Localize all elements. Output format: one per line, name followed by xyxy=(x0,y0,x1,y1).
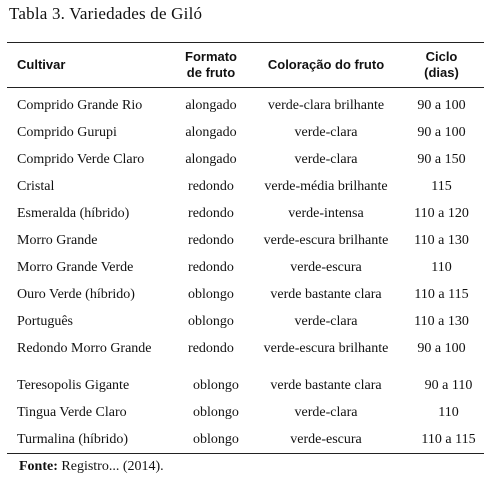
cell-ciclo: 90 a 100 xyxy=(417,97,466,113)
cell-cultivar: Comprido Gurupi xyxy=(17,124,117,140)
cell-cultivar: Ouro Verde (híbrido) xyxy=(17,286,135,302)
table-row xyxy=(7,399,484,426)
cell-ciclo: 110 a 130 xyxy=(414,232,469,248)
cell-cultivar: Tingua Verde Claro xyxy=(17,404,127,420)
header-ciclo-line2: (dias) xyxy=(424,65,459,80)
table-header xyxy=(7,43,484,88)
cell-formato: redondo xyxy=(188,259,234,275)
cell-coloracao: verde-clara xyxy=(294,124,358,140)
cell-ciclo: 110 xyxy=(438,404,459,420)
cell-ciclo: 90 a 100 xyxy=(417,340,466,356)
cell-cultivar: Turmalina (híbrido) xyxy=(7,426,169,454)
table-row xyxy=(7,335,484,362)
header-cultivar: Cultivar xyxy=(7,43,169,88)
cell-coloracao: verde-intensa xyxy=(288,205,364,221)
cell-cultivar: Morro Grande xyxy=(17,232,98,248)
cell-formato: oblongo xyxy=(169,426,253,454)
cell-coloracao: verde-escura brilhante xyxy=(263,340,389,356)
table-row xyxy=(7,281,484,308)
cell-coloracao: verde-clara xyxy=(294,404,358,420)
cell-ciclo: 110 xyxy=(431,259,452,275)
table-caption: Tabla 3. Variedades de Giló xyxy=(9,4,203,23)
cell-ciclo: 110 a 115 xyxy=(414,286,469,302)
cell-formato: oblongo xyxy=(188,286,234,302)
cell-formato: oblongo xyxy=(188,313,234,329)
cell-ciclo: 110 a 130 xyxy=(414,313,469,329)
cell-coloracao: verde-escura xyxy=(290,259,362,275)
cell-cultivar: Português xyxy=(17,313,73,329)
cell-formato: redondo xyxy=(188,205,234,221)
table-row xyxy=(7,146,484,173)
varieties-table xyxy=(7,42,484,454)
table-source-note xyxy=(19,459,164,475)
header-formato-line2: de fruto xyxy=(186,65,236,80)
cell-ciclo: 110 a 115 xyxy=(399,426,484,454)
source-label: Fonte: xyxy=(19,459,58,474)
cell-cultivar: Comprido Grande Rio xyxy=(17,97,143,113)
cell-ciclo: 90 a 110 xyxy=(424,377,473,393)
cell-ciclo: 110 a 120 xyxy=(414,205,469,221)
cell-coloracao: verde bastante clara xyxy=(270,286,382,302)
cell-coloracao: verde-média brilhante xyxy=(264,178,388,194)
cell-formato: alongado xyxy=(185,151,237,167)
cell-formato: oblongo xyxy=(193,377,239,393)
table-row xyxy=(7,426,484,454)
cell-formato: redondo xyxy=(188,178,234,194)
table-row xyxy=(7,254,484,281)
header-formato xyxy=(169,43,253,88)
cell-coloracao: verde-clara brilhante xyxy=(267,97,385,113)
table-body xyxy=(7,88,484,454)
cell-formato: oblongo xyxy=(193,404,239,420)
table-row xyxy=(7,227,484,254)
table-row xyxy=(7,119,484,146)
cell-coloracao: verde-clara xyxy=(294,151,358,167)
cell-ciclo: 115 xyxy=(431,178,452,194)
table-row xyxy=(7,200,484,227)
source-text: Registro... (2014). xyxy=(57,459,164,474)
cell-cultivar: Cristal xyxy=(17,178,55,194)
cell-coloracao: verde-escura brilhante xyxy=(263,232,389,248)
header-formato-line1: Formato xyxy=(185,49,237,64)
table-row xyxy=(7,362,484,399)
header-coloracao: Coloração do fruto xyxy=(253,43,399,88)
cell-coloracao: verde bastante clara xyxy=(270,377,382,393)
cell-formato: redondo xyxy=(188,232,234,248)
cell-ciclo: 90 a 150 xyxy=(417,151,466,167)
table-row xyxy=(7,308,484,335)
cell-ciclo: 90 a 100 xyxy=(417,124,466,140)
cell-cultivar: Morro Grande Verde xyxy=(17,259,134,275)
table-row xyxy=(7,173,484,200)
cell-formato: redondo xyxy=(188,340,234,356)
cell-formato: alongado xyxy=(185,97,237,113)
cell-coloracao: verde-clara xyxy=(294,313,358,329)
cell-cultivar: Redondo Morro Grande xyxy=(17,340,152,356)
cell-cultivar: Teresopolis Gigante xyxy=(17,377,130,393)
cell-formato: alongado xyxy=(185,124,237,140)
cell-coloracao: verde-escura xyxy=(253,426,399,454)
header-ciclo-line1: Ciclo xyxy=(425,49,458,64)
cell-cultivar: Esmeralda (híbrido) xyxy=(17,205,130,221)
table-row xyxy=(7,88,484,120)
cell-cultivar: Comprido Verde Claro xyxy=(17,151,145,167)
header-ciclo xyxy=(399,43,484,88)
